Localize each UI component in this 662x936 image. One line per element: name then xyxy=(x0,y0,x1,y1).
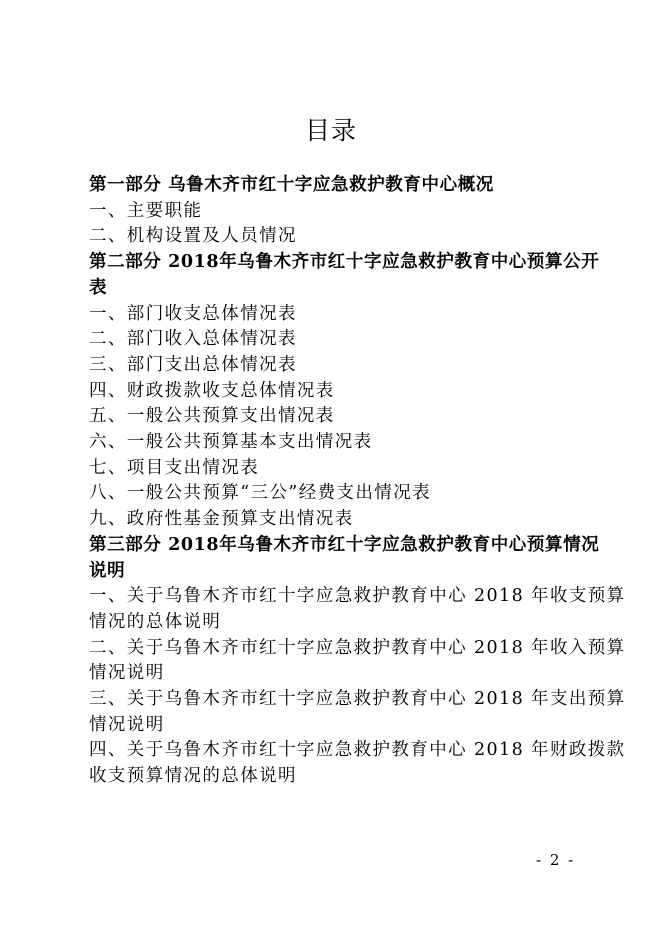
page-number: - 2 - xyxy=(536,851,576,869)
toc-item[interactable]: 三、部门支出总体情况表 xyxy=(89,354,297,375)
toc-item-line1[interactable]: 二、关于乌鲁木齐市红十字应急救护教育中心 2018 年收入预算 xyxy=(89,637,626,658)
toc-part2-heading-line1[interactable]: 第二部分 2018年乌鲁木齐市红十字应急救护教育中心预算公开 xyxy=(89,252,600,273)
toc-item[interactable]: 四、财政拨款收支总体情况表 xyxy=(89,380,335,401)
toc-item[interactable]: 二、机构设置及人员情况 xyxy=(89,226,297,247)
table-of-contents xyxy=(89,173,626,790)
toc-part1-heading[interactable]: 第一部分 乌鲁木齐市红十字应急救护教育中心概况 xyxy=(89,175,494,195)
toc-part2-heading-line2[interactable]: 表 xyxy=(89,277,108,298)
toc-item-line2[interactable]: 情况说明 xyxy=(89,714,165,735)
toc-item[interactable]: 一、主要职能 xyxy=(89,200,203,221)
toc-part3-heading-line1[interactable]: 第三部分 2018年乌鲁木齐市红十字应急救护教育中心预算情况 xyxy=(89,534,600,555)
toc-item[interactable]: 六、一般公共预算基本支出情况表 xyxy=(89,432,373,453)
toc-item-line1[interactable]: 一、关于乌鲁木齐市红十字应急救护教育中心 2018 年收支预算 xyxy=(89,586,626,607)
toc-item[interactable]: 九、政府性基金预算支出情况表 xyxy=(89,509,354,530)
toc-item[interactable]: 一、部门收支总体情况表 xyxy=(89,303,297,324)
toc-item-line1[interactable]: 三、关于乌鲁木齐市红十字应急救护教育中心 2018 年支出预算 xyxy=(89,689,626,710)
toc-item-line2[interactable]: 情况的总体说明 xyxy=(89,611,222,632)
page-title: 目录 xyxy=(304,116,357,145)
toc-item-line2[interactable]: 情况说明 xyxy=(89,663,165,684)
toc-item[interactable]: 八、一般公共预算“三公”经费支出情况表 xyxy=(89,483,431,504)
toc-item-line1[interactable]: 四、关于乌鲁木齐市红十字应急救护教育中心 2018 年财政拨款 xyxy=(89,740,626,761)
toc-item[interactable]: 五、一般公共预算支出情况表 xyxy=(89,406,335,427)
toc-part3-heading-line2[interactable]: 说明 xyxy=(89,560,126,581)
toc-item[interactable]: 七、项目支出情况表 xyxy=(89,457,260,478)
toc-item-line2[interactable]: 收支预算情况的总体说明 xyxy=(89,766,297,787)
toc-item[interactable]: 二、部门收入总体情况表 xyxy=(89,329,297,350)
